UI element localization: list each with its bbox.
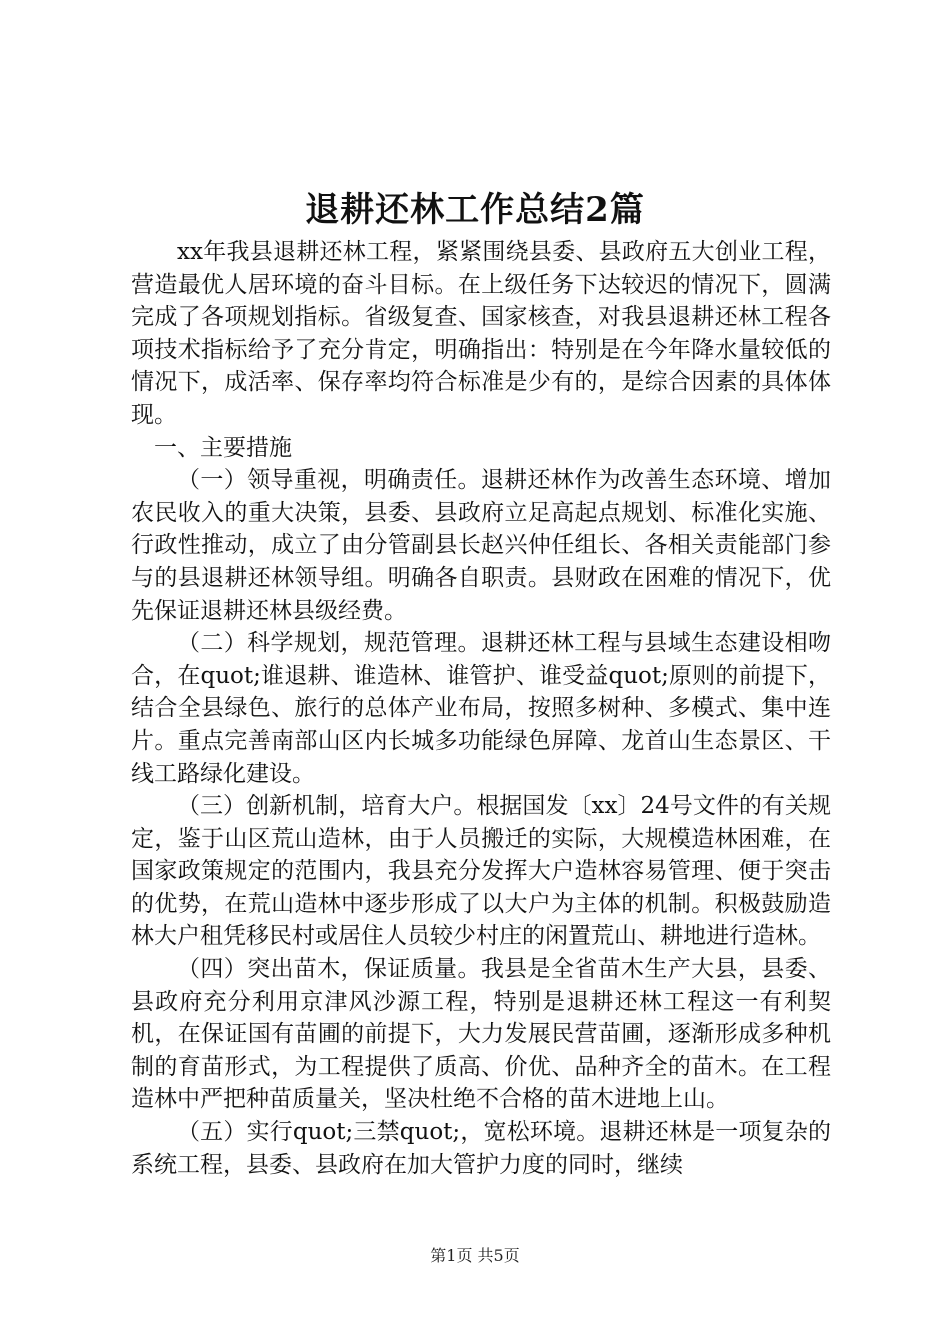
- section-heading-main-measures: 一、主要措施: [154, 434, 292, 461]
- paragraph-measure-5: （五）实行quot;三禁quot;，宽松环境。退耕还林是一项复杂的系统工程，县委、县政府在加大管护力度的同时，继续: [131, 1119, 831, 1178]
- paragraph-measure-2: （二）科学规划，规范管理。退耕还林工程与县域生态建设相吻合，在quot;谁退耕、谁造林、谁管护、谁受益quot;原则的前提下，结合全县绿色、旅行的总体产业布局，按照多树种、多模式、集中连片。重点完善南部山区内长城多功能绿色屏障、龙首山生态景区、干线工路绿化建设。: [131, 630, 831, 787]
- document-body: [131, 236, 831, 1181]
- document-title: 退耕还林工作总结2篇: [305, 190, 645, 230]
- paragraph-intro: xx年我县退耕还林工程，紧紧围绕县委、县政府五大创业工程，营造最优人居环境的奋斗目标。在上级任务下达较迟的情况下，圆满完成了各项规划指标。省级复查、国家核查，对我县退耕还林工程各项技术指标给予了充分肯定，明确指出：特别是在今年降水量较低的情况下，成活率、保存率均符合标准是少有的，是综合因素的具体体现。: [131, 239, 831, 428]
- paragraph-measure-3: （三）创新机制，培育大户。根据国发〔xx〕24号文件的有关规定，鉴于山区荒山造林，由于人员搬迁的实际，大规模造林困难，在国家政策规定的范围内，我县充分发挥大户造林容易管理、便于突击的优势，在荒山造林中逐步形成了以大户为主体的机制。积极鼓励造林大户租凭移民村或居住人员较少村庄的闲置荒山、耕地进行造林。: [131, 793, 831, 950]
- page-number-footer: 第1页 共5页: [430, 1246, 520, 1265]
- paragraph-measure-1: （一）领导重视，明确责任。退耕还林作为改善生态环境、增加农民收入的重大决策，县委、县政府立足高起点规划、标准化实施、行政性推动，成立了由分管副县长赵兴仲任组长、各相关责能部门参与的县退耕还林领导组。明确各自职责。县财政在困难的情况下，优先保证退耕还林县级经费。: [131, 467, 831, 624]
- paragraph-measure-4: （四）突出苗木，保证质量。我县是全省苗木生产大县，县委、县政府充分利用京津风沙源工程，特别是退耕还林工程这一有利契机，在保证国有苗圃的前提下，大力发展民营苗圃，逐渐形成多种机制的育苗形式，为工程提供了质高、价优、品种齐全的苗木。在工程造林中严把种苗质量关，坚决杜绝不合格的苗木进地上山。: [131, 956, 831, 1113]
